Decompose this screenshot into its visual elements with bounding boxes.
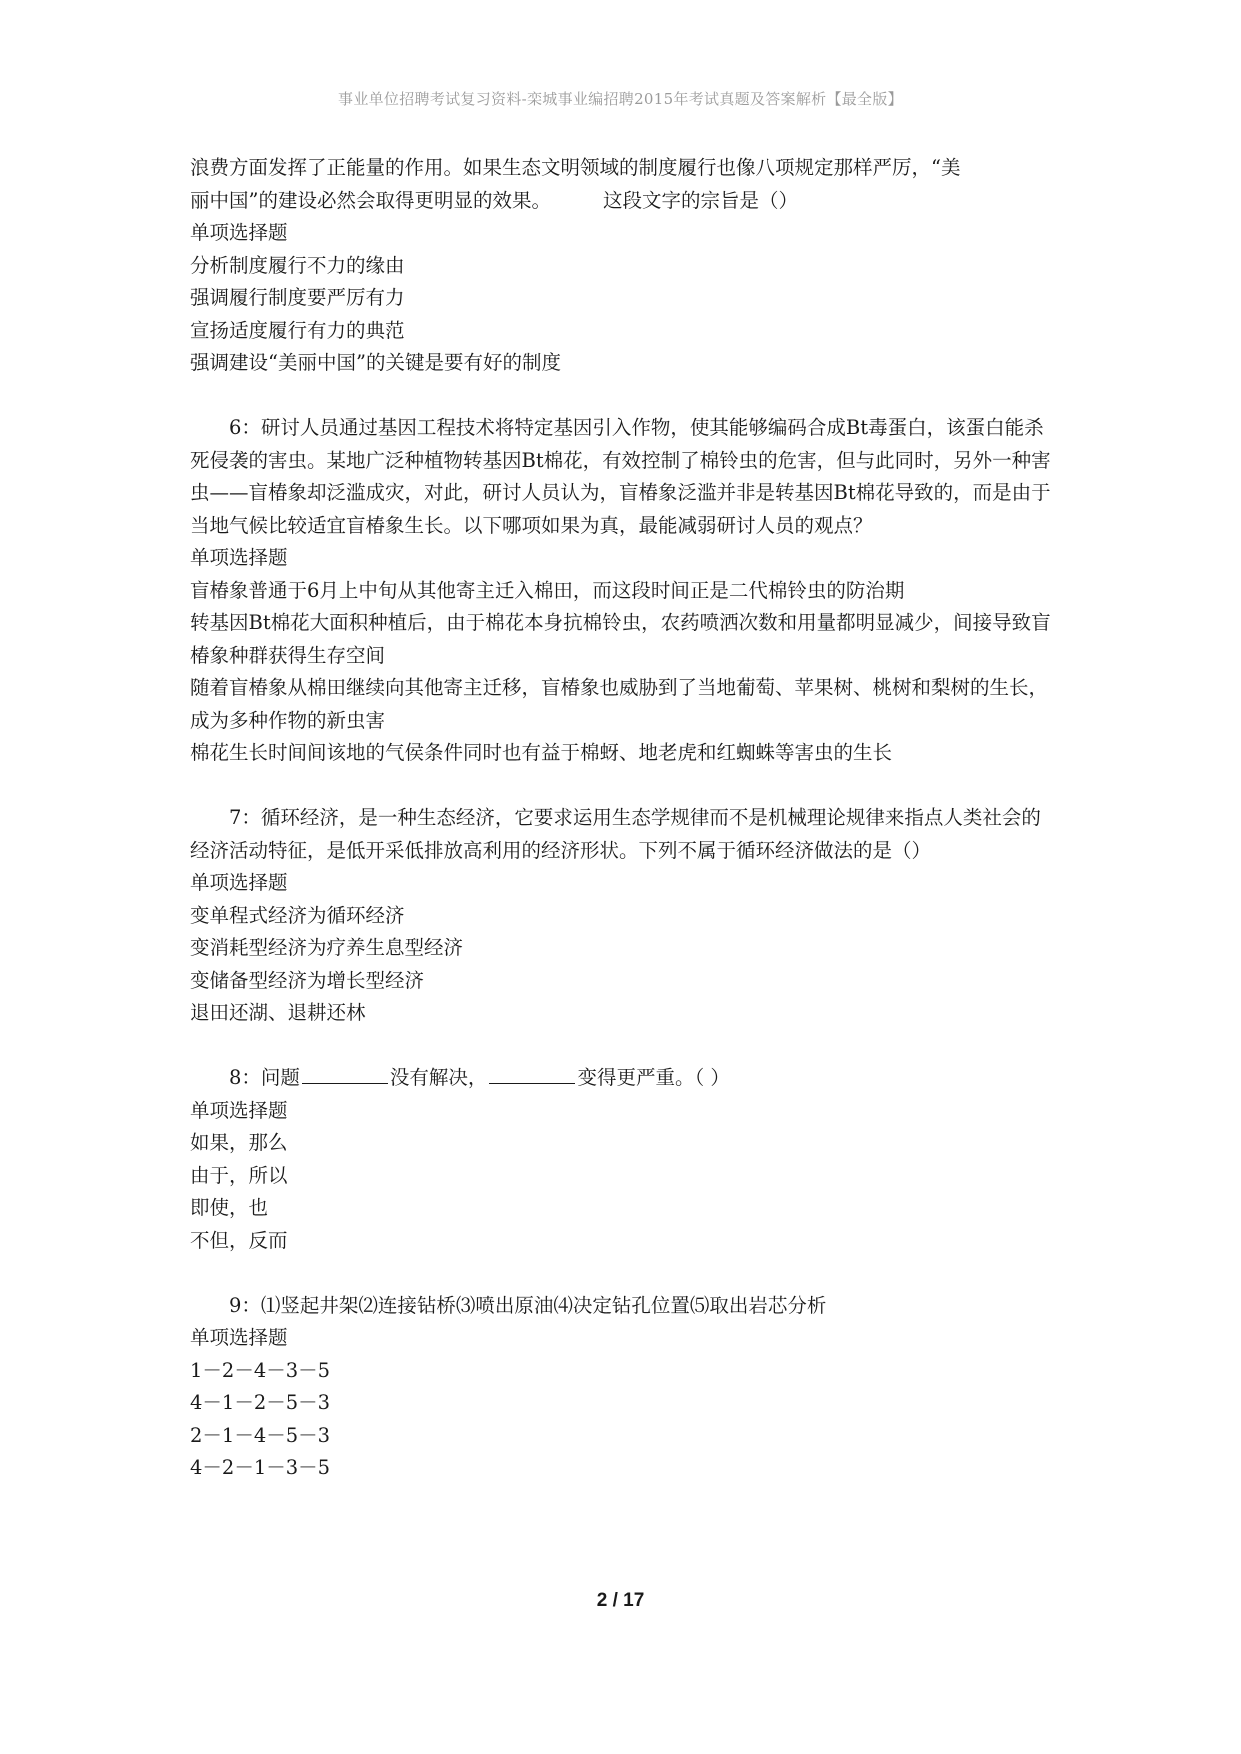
question-stem xyxy=(190,185,1055,218)
page-number: 2 / 17 xyxy=(596,1590,645,1611)
answer-option: 由于，所以 xyxy=(190,1163,288,1187)
question-stem: 浪费方面发挥了正能量的作用。如果生态文明领域的制度履行也像八项规定那样严厉，“美 xyxy=(190,156,961,179)
question-stem xyxy=(190,1062,1055,1095)
answer-option: 1－2－4－3－5 xyxy=(190,1358,331,1382)
question-prompt: 这段文字的宗旨是（） xyxy=(602,188,798,212)
fill-blank xyxy=(302,1063,388,1084)
answer-option: 变单程式经济为循环经济 xyxy=(190,903,405,927)
question-stem: 7：循环经济，是一种生态经济，它要求运用生态学规律而不是机械理论规律来指点人类社会的经济活动特征，是低开采低排放高利用的经济形状。下列不属于循环经济做法的是（） xyxy=(190,806,1041,862)
question-type: 单项选择题 xyxy=(190,1326,288,1349)
question-type: 单项选择题 xyxy=(190,546,288,569)
question-stem-part: 8：问题 xyxy=(229,1066,300,1089)
answer-option: 分析制度履行不力的缘由 xyxy=(190,253,405,277)
answer-option: 棉花生长时间间该地的气侯条件同时也有益于棉蚜、地老虎和红蜘蛛等害虫的生长 xyxy=(190,741,893,764)
answer-option: 强调建设“美丽中国”的关键是要有好的制度 xyxy=(190,351,561,374)
question-stem-part: 变得更严重。（ ） xyxy=(577,1066,730,1089)
question-stem: 9：⑴竖起井架⑵连接钻桥⑶喷出原油⑷决定钻孔位置⑸取出岩芯分析 xyxy=(229,1293,827,1317)
answer-option: 2－1－4－5－3 xyxy=(190,1423,331,1447)
question-5 xyxy=(190,152,1055,380)
answer-option: 转基因Bt棉花大面积种植后，由于棉花本身抗棉铃虫，农药喷洒次数和用量都明显减少，间接导致盲椿象种群获得生存空间 xyxy=(190,611,1051,667)
answer-option: 不但，反而 xyxy=(190,1228,288,1252)
answer-option: 随着盲椿象从棉田继续向其他寄主迁移，盲椿象也威胁到了当地葡萄、苹果树、桃树和梨树的生长，成为多种作物的新虫害 xyxy=(190,676,1049,732)
question-stem-text: 丽中国”的建设必然会取得更明显的效果。 xyxy=(190,188,551,212)
answer-option: 强调履行制度要严厉有力 xyxy=(190,286,405,309)
answer-option: 如果，那么 xyxy=(190,1131,288,1154)
question-stem: 6：研讨人员通过基因工程技术将特定基因引入作物，使其能够编码合成Bt毒蛋白，该蛋白能杀死侵袭的害虫。某地广泛种植物转基因Bt棉花，有效控制了棉铃虫的危害，但与此同时，另外一种害虫——盲椿象却泛滥成灾，对此，研讨人员认为，盲椿象泛滥并非是转基因Bt棉花导致的，而是由于当地气候比较适宜盲椿象生长。以下哪项如果为真，最能减弱研讨人员的观点？ xyxy=(190,416,1051,537)
answer-option: 变消耗型经济为疗养生息型经济 xyxy=(190,936,464,959)
answer-option: 4－2－1－3－5 xyxy=(190,1456,331,1479)
running-header: 事业单位招聘考试复习资料-栾城事业编招聘2015年考试真题及答案解析【最全版】 xyxy=(338,90,903,108)
question-stem-part: 没有解决， xyxy=(389,1066,488,1089)
answer-option: 退田还湖、退耕还林 xyxy=(190,1001,366,1024)
answer-option: 即使，也 xyxy=(190,1196,269,1219)
question-8 xyxy=(190,1062,1055,1257)
fill-blank xyxy=(489,1063,575,1084)
question-9 xyxy=(190,1290,1055,1485)
question-type: 单项选择题 xyxy=(190,221,288,244)
question-7 xyxy=(190,802,1055,1030)
question-type: 单项选择题 xyxy=(190,871,288,894)
answer-option: 4－1－2－5－3 xyxy=(190,1391,331,1414)
answer-option: 变储备型经济为增长型经济 xyxy=(190,968,425,992)
answer-option: 宣扬适度履行有力的典范 xyxy=(190,318,405,342)
question-6 xyxy=(190,412,1055,770)
question-type: 单项选择题 xyxy=(190,1098,288,1122)
page-content xyxy=(190,152,1055,1485)
answer-option: 盲椿象普通于6月上中旬从其他寄主迁入棉田，而这段时间正是二代棉铃虫的防治期 xyxy=(190,578,905,602)
